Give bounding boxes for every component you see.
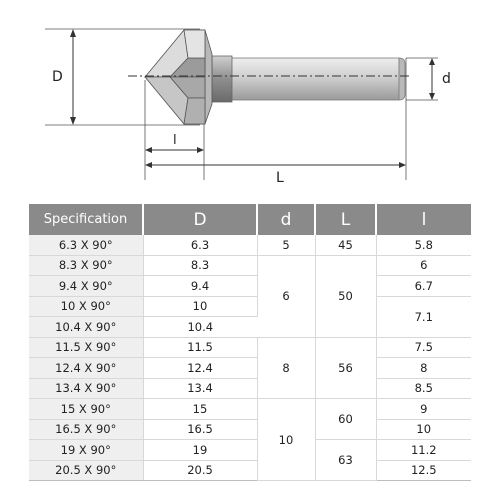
spec-cell: 8.3 X 90° [29, 255, 143, 276]
D-cell: 8.3 [143, 255, 257, 276]
arrowhead [70, 29, 76, 37]
label-D: D [52, 69, 63, 85]
d-cell: 8 [257, 337, 315, 399]
d-cell: 6 [257, 255, 315, 337]
label-d: d [442, 71, 451, 87]
header-l: l [376, 204, 471, 235]
table-row [29, 378, 471, 399]
spec-cell: 10.4 X 90° [29, 317, 143, 338]
L-cell: 45 [315, 235, 376, 255]
D-cell: 12.4 [143, 358, 257, 379]
label-L: L [276, 170, 284, 186]
l-cell: 12.5 [376, 460, 471, 481]
l-cell: 8.5 [376, 378, 471, 399]
countersink-drawing [0, 0, 500, 200]
header-L: L [315, 204, 376, 235]
d-cell: 5 [257, 235, 315, 255]
spec-cell: 12.4 X 90° [29, 358, 143, 379]
header-specification: Specification [29, 204, 143, 235]
L-cell: 63 [315, 440, 376, 481]
L-cell: 56 [315, 337, 376, 399]
specification-table [29, 204, 471, 481]
table-row [29, 399, 471, 420]
l-cell: 8 [376, 358, 471, 379]
arrowhead [145, 147, 152, 153]
neck [212, 56, 232, 102]
spec-cell: 16.5 X 90° [29, 419, 143, 440]
D-cell: 11.5 [143, 337, 257, 358]
spec-cell: 13.4 X 90° [29, 378, 143, 399]
D-cell: 16.5 [143, 419, 257, 440]
arrowhead [145, 162, 152, 168]
D-cell: 9.4 [143, 276, 257, 297]
l-cell: 7.1 [376, 296, 471, 337]
table-header-row [29, 204, 471, 235]
arrowhead [429, 93, 435, 100]
spec-cell: 15 X 90° [29, 399, 143, 420]
table-row [29, 460, 471, 481]
cutter-head [145, 30, 212, 124]
l-cell: 9 [376, 399, 471, 420]
D-cell: 20.5 [143, 460, 257, 481]
table-row [29, 296, 471, 317]
D-cell: 10 [143, 296, 257, 317]
arrowhead [70, 117, 76, 125]
l-cell: 6.7 [376, 276, 471, 297]
L-cell: 50 [315, 255, 376, 337]
header-D: D [143, 204, 257, 235]
spec-cell: 6.3 X 90° [29, 235, 143, 255]
l-cell: 7.5 [376, 337, 471, 358]
table-row [29, 276, 471, 297]
spec-cell: 19 X 90° [29, 440, 143, 461]
table-row [29, 337, 471, 358]
spec-cell: 10 X 90° [29, 296, 143, 317]
table-row [29, 419, 471, 440]
header-d: d [257, 204, 315, 235]
label-l: l [173, 133, 177, 148]
l-cell: 5.8 [376, 235, 471, 255]
L-cell: 60 [315, 399, 376, 440]
table-row [29, 358, 471, 379]
spec-cell: 20.5 X 90° [29, 460, 143, 481]
spec-cell: 11.5 X 90° [29, 337, 143, 358]
arrowhead [197, 147, 204, 153]
D-cell: 15 [143, 399, 257, 420]
spec-cell: 9.4 X 90° [29, 276, 143, 297]
table-row [29, 235, 471, 255]
arrowhead [399, 162, 406, 168]
D-cell: 19 [143, 440, 257, 461]
l-cell: 11.2 [376, 440, 471, 461]
arrowhead [429, 58, 435, 65]
D-cell: 13.4 [143, 378, 257, 399]
D-cell: 10.4 [143, 317, 257, 338]
D-cell: 6.3 [143, 235, 257, 255]
shank [231, 58, 405, 100]
l-cell: 10 [376, 419, 471, 440]
table-row [29, 440, 471, 461]
table-row [29, 255, 471, 276]
l-cell: 6 [376, 255, 471, 276]
d-cell: 10 [257, 399, 315, 481]
